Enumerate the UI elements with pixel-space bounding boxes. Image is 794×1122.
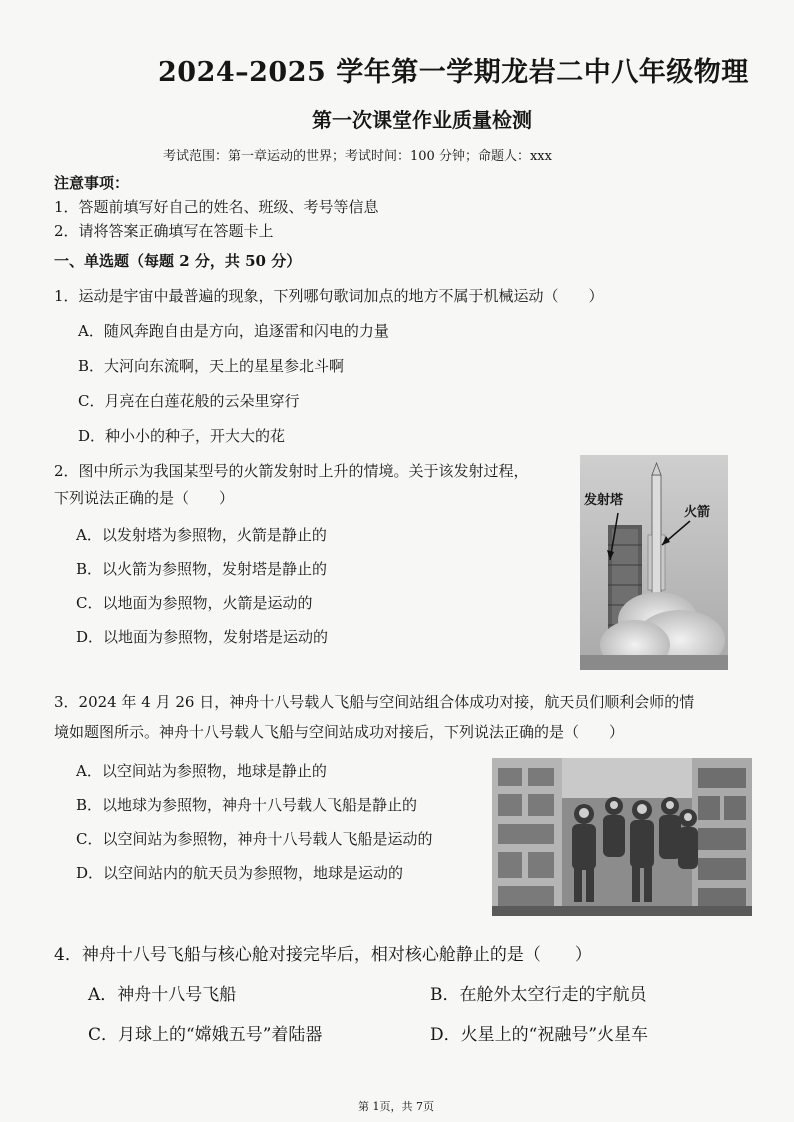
notice-item: 1．答题前填写好自己的姓名、班级、考号等信息 [54,198,379,216]
space-station-figure [492,758,752,916]
question-4-option-a: A．神舟十八号飞船 [88,985,237,1005]
question-3-option-c: C．以空间站为参照物，神舟十八号载人飞船是运动的 [76,830,433,848]
question-2-option-c: C．以地面为参照物，火箭是运动的 [76,594,313,612]
question-4-stem: 4．神舟十八号飞船与核心舱对接完毕后，相对核心舱静止的是（ ） [54,945,592,965]
question-2-option-d: D．以地面为参照物，发射塔是运动的 [76,628,329,646]
question-3-option-b: B．以地球为参照物，神舟十八号载人飞船是静止的 [76,796,418,814]
rocket-launch-figure [580,455,728,670]
question-4-option-b: B．在舱外太空行走的宇航员 [430,985,647,1005]
question-1-option-c: C．月亮在白莲花般的云朵里穿行 [78,392,300,410]
figure-label-tower: 发射塔 [584,493,624,508]
notice-item: 2．请将答案正确填写在答题卡上 [54,222,274,240]
notice-heading: 注意事项： [54,174,130,192]
question-2-option-a: A．以发射塔为参照物，火箭是静止的 [76,526,327,544]
question-2-option-b: B．以火箭为参照物，发射塔是静止的 [76,560,328,578]
question-3-option-d: D．以空间站内的航天员为参照物，地球是运动的 [76,864,404,882]
question-3-stem-line2: 境如题图所示。神舟十八号载人飞船与空间站成功对接后，下列说法正确的是（ ） [54,723,625,741]
question-1-option-d: D．种小小的种子，开大大的花 [78,427,286,445]
exam-title: 2024–2025 学年第一学期龙岩二中八年级物理 [158,57,749,88]
question-3-stem-line1: 3．2024 年 4 月 26 日，神舟十八号载人飞船与空间站组合体成功对接，航天员们顺利会师的情 [54,693,695,711]
question-4-option-d: D．火星上的“祝融号”火星车 [430,1025,649,1045]
question-2-stem-line1: 2．图中所示为我国某型号的火箭发射时上升的情境。关于该发射过程， [54,462,529,480]
question-4-option-c: C．月球上的“嫦娥五号”着陆器 [88,1025,323,1045]
question-1-option-b: B．大河向东流啊，天上的星星参北斗啊 [78,357,345,375]
figure-label-rocket: 火箭 [684,505,711,520]
section-heading: 一、单选题（每题 2 分，共 50 分） [54,252,302,270]
question-1-stem: 1．运动是宇宙中最普遍的现象，下列哪句歌词加点的地方不属于机械运动（ ） [54,287,604,305]
question-3-option-a: A．以空间站为参照物，地球是静止的 [76,762,327,780]
question-1-option-a: A．随风奔跑自由是方向，追逐雷和闪电的力量 [78,322,389,340]
exam-subtitle: 第一次课堂作业质量检测 [312,108,532,132]
question-2-stem-line2: 下列说法正确的是（ ） [54,489,235,507]
exam-scope: 考试范围：第一章运动的世界；考试时间：100 分钟；命题人：xxx [163,149,552,164]
page-number: 第 1页，共 7页 [358,1100,434,1113]
